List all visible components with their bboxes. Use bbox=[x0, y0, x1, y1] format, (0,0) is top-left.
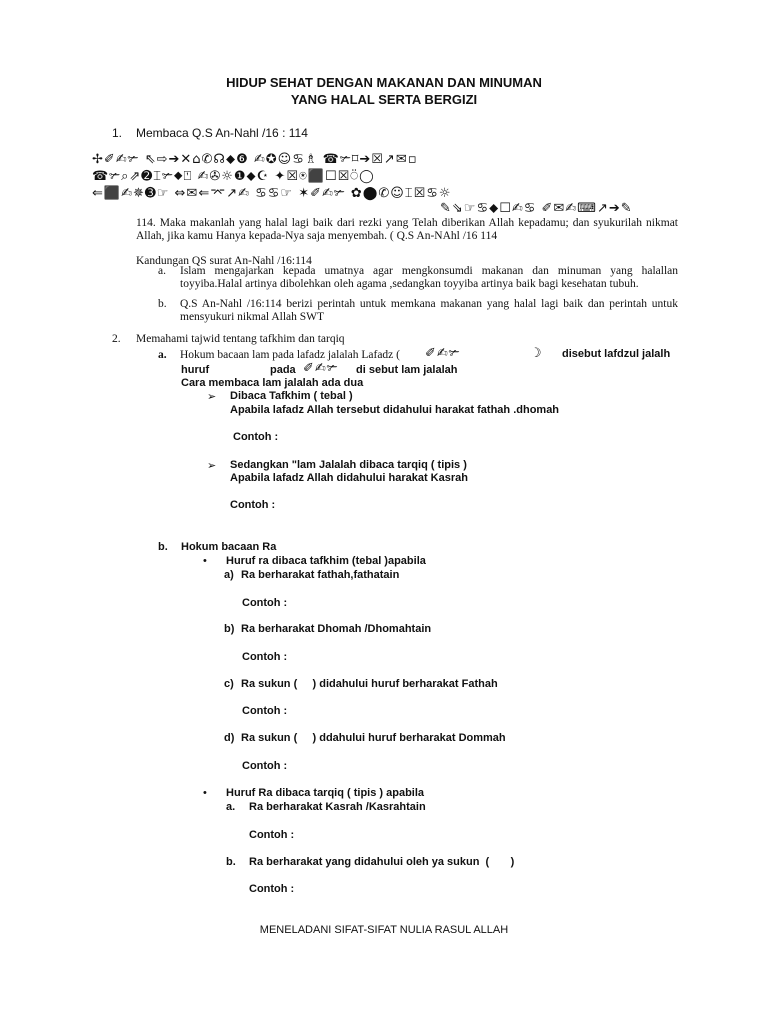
ra-tarqiq-title: Huruf Ra dibaca tarqiq ( tipis ) apabila bbox=[226, 787, 425, 799]
section1-heading: Membaca Q.S An-Nahl /16 : 114 bbox=[136, 126, 308, 140]
ra-item-b-text: Ra berharakat Dhomah /Dhomahtain bbox=[241, 623, 432, 635]
section2-heading: Memahami tajwid tentang tafkhim dan tarqiq bbox=[136, 333, 345, 345]
point-b-text: Q.S An-Nahl /16:114 berizi perintah untuk memkana makanan yang halal lagi baik dan perintah untuk mensyukuri nikmal Allah SWT bbox=[180, 298, 678, 323]
section2b-heading: Hokum bacaan Ra bbox=[181, 541, 277, 553]
ra-tafkhim-title: Huruf ra dibaca tafkhim (tebal )apabila bbox=[226, 555, 426, 567]
point-a-label: a. bbox=[158, 265, 166, 277]
lafadz-glyph-close: ☽ bbox=[530, 346, 543, 361]
ra-item-a-contoh: Contoh : bbox=[242, 597, 288, 609]
tafkhim-contoh: Contoh : bbox=[233, 431, 279, 443]
dot-bullet-icon: • bbox=[203, 787, 207, 799]
tafkhim-title: Dibaca Tafkhim ( tebal ) bbox=[230, 390, 353, 402]
ra-item-d-contoh: Contoh : bbox=[242, 760, 288, 772]
lafadz-allah-glyph: ✐✍✃ bbox=[425, 346, 461, 361]
tarqiq-item-b-contoh: Contoh : bbox=[249, 883, 295, 895]
tarqiq-item-a-label: a. bbox=[226, 801, 236, 813]
footer-heading: MENELADANI SIFAT-SIFAT NULIA RASUL ALLAH bbox=[259, 924, 509, 936]
page-title: HIDUP SEHAT DENGAN MAKANAN DAN MINUMAN bbox=[226, 75, 542, 90]
ra-item-a-text: Ra berharakat fathah,fathatain bbox=[241, 569, 400, 581]
verse-translation: 114. Maka makanlah yang halal lagi baik dari rezki yang Telah diberikan Allah kepadamu; dan syukurilah nikmat Allah, jika kamu Hanya kepada-Nya saja menyembah. ( Q.S An-NAhl /16 114 bbox=[136, 217, 678, 242]
section2b-label: b. bbox=[158, 541, 168, 553]
cara-membaca: Cara membaca lam jalalah ada dua bbox=[181, 377, 364, 389]
huruf-label: huruf bbox=[181, 364, 210, 376]
ra-item-c-text: Ra sukun ( ) didahului huruf berharakat Fathah bbox=[241, 678, 498, 690]
page-subtitle: YANG HALAL SERTA BERGIZI bbox=[290, 92, 478, 107]
point-a-text: Islam mengajarkan kepada umatnya agar mengkonsumdi makanan dan minuman yang halallan toyyiba.Halal artinya dibolehkan oleh agama ,sedangkan toyyiba artinya baik bagi kesehatan tubuh. bbox=[180, 265, 678, 290]
tarqiq-contoh: Contoh : bbox=[230, 499, 276, 511]
ra-item-a-label: a) bbox=[224, 569, 234, 581]
tafkhim-desc: Apabila lafadz Allah tersebut didahului harakat fathah .dhomah bbox=[230, 404, 560, 416]
section2a-text: Hokum bacaan lam pada lafadz jalalah Lafadz ( bbox=[180, 349, 400, 361]
lam-jalalah-text: di sebut lam jalalah bbox=[356, 364, 458, 376]
tarqiq-item-b-text: Ra berharakat yang didahului oleh ya sukun ( ) bbox=[249, 856, 515, 868]
section1-number: 1. bbox=[112, 126, 123, 140]
section2a-label: a. bbox=[158, 349, 167, 361]
arrow-bullet-icon: ➢ bbox=[207, 391, 217, 403]
tarqiq-item-a-contoh: Contoh : bbox=[249, 829, 295, 841]
arabic-verse-line-2: ☎✃⌕⇗➋⌶✃⬥⍞ ✍✇☼❶⬥☪ ✦☒⍟⬛☐☒⍥◯ bbox=[92, 169, 375, 184]
ra-item-c-contoh: Contoh : bbox=[242, 705, 288, 717]
dot-bullet-icon: • bbox=[203, 555, 207, 567]
section2-number: 2. bbox=[112, 333, 121, 345]
ra-item-b-contoh: Contoh : bbox=[242, 651, 288, 663]
tarqiq-item-a-text: Ra berharakat Kasrah /Kasrahtain bbox=[249, 801, 426, 813]
ra-item-d-label: d) bbox=[224, 732, 235, 744]
tarqiq-desc: Apabila lafadz Allah didahului harakat Kasrah bbox=[230, 472, 468, 484]
ra-item-d-text: Ra sukun ( ) ddahului huruf berharakat Dommah bbox=[241, 732, 506, 744]
ra-item-c-label: c) bbox=[224, 678, 234, 690]
kandungan-title: Kandungan QS surat An-Nahl /16:114 bbox=[136, 255, 312, 267]
lafdzul-jalalah-text: disebut lafdzul jalalh bbox=[562, 348, 671, 360]
lam-glyph: ✐✍✃ bbox=[303, 361, 339, 376]
arrow-bullet-icon: ➢ bbox=[207, 460, 217, 472]
arabic-verse-line-3: ⇐⬛✍✵➌☞ ⇔✉⇐⌤↗✍ ♋♋☞ ✶✐✍✃ ✿⬤✆☺⌶☒♋☼ bbox=[92, 186, 452, 201]
arabic-verse-line-4: ✎⇘☞♋⬥☐✍♋ ✐✉✍⌨↗➔✎ bbox=[440, 201, 633, 216]
ra-item-b-label: b) bbox=[224, 623, 235, 635]
pada-label: pada bbox=[270, 364, 296, 376]
tarqiq-title: Sedangkan "lam Jalalah dibaca tarqiq ( tipis ) bbox=[230, 459, 467, 471]
tarqiq-item-b-label: b. bbox=[226, 856, 236, 868]
point-b-label: b. bbox=[158, 298, 167, 310]
arabic-verse-line-1: ✢✐✍✃ ⇖⇨➔✕⌂✆☊⬥❻ ✍✪☺♋♗ ☎✃⌑➔☒↗✉▫ bbox=[92, 152, 418, 167]
